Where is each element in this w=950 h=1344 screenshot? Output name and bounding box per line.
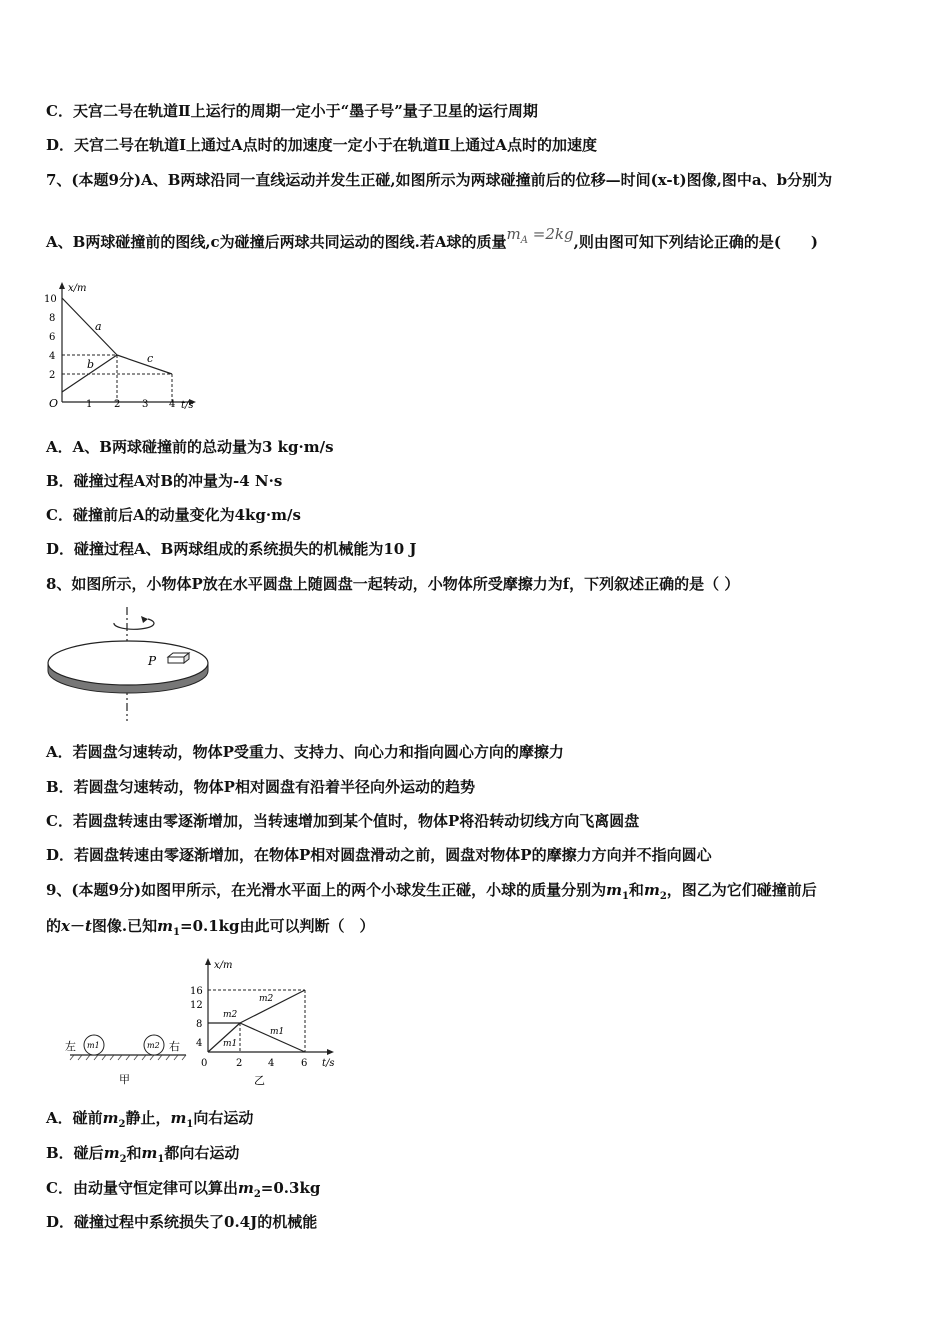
q9-figures	[60, 950, 360, 1090]
q8-stem: 8、如图所示，小物体P放在水平圆盘上随圆盘一起转动，小物体所受摩擦力为f，下列叙述正确的是（ ）	[46, 575, 740, 593]
q9-label-m1: m1	[223, 1039, 238, 1049]
q7-option-d: D．碰撞过程A、B两球组成的系统损失的机械能为10 J	[46, 540, 417, 558]
q9-ytick: 4	[196, 1038, 203, 1049]
q7-ylabel: x/m	[68, 283, 87, 294]
q7-xtick: 3	[142, 399, 149, 410]
q8-option-d: D．若圆盘转速由零逐渐增加，在物体P相对圆盘滑动之前，圆盘对物体P的摩擦力方向并不指向圆心	[46, 846, 712, 864]
q9-xtick: 4	[268, 1058, 275, 1069]
q7-xlabel: t/s	[181, 400, 194, 411]
q7-ytick: 10	[44, 294, 57, 305]
q9-xtick: 2	[236, 1058, 243, 1069]
q9-option-c: C．由动量守恒定律可以算出$m_2=0.3kg$	[46, 1179, 321, 1200]
q9-stem-line2: 的x－t图像.已知$m_1=0.1kg$由此可以判断（ ）	[46, 917, 375, 938]
q7-stem-line1: 7、(本题9分)A、B两球沿同一直线运动并发生正碰,如图所示为两球碰撞前后的位移—时间(x-t)图像,图中a、b分别为	[46, 171, 833, 189]
q7-option-c: C．碰撞前后A的动量变化为4kg·m/s	[46, 506, 301, 524]
q9-option-d: D．碰撞过程中系统损失了0.4J的机械能	[46, 1213, 318, 1231]
q6-option-c: C．天宫二号在轨道Ⅱ上运行的周期一定小于“墨子号”量子卫星的运行周期	[46, 102, 538, 120]
q7-label-c: c	[147, 352, 154, 365]
q9-ytick: 12	[190, 1000, 203, 1011]
q7-xtick: 4	[169, 399, 176, 410]
q7-stem-line2	[46, 225, 819, 259]
q7-ytick: 4	[49, 351, 56, 362]
q7-option-b: B．碰撞过程A对B的冲量为-4 N·s	[46, 472, 283, 490]
q6-option-d: D．天宫二号在轨道Ⅰ上通过A点时的加速度一定小于在轨道Ⅱ上通过A点时的加速度	[46, 136, 597, 154]
q9-xtick: 6	[301, 1058, 308, 1069]
q8-option-b: B．若圆盘匀速转动，物体P相对圆盘有沿着半径向外运动的趋势	[46, 778, 475, 796]
q9-stem-line1: 9、(本题9分)如图甲所示，在光滑水平面上的两个小球发生正碰，小球的质量分别为$m_1$和$m_2$，图乙为它们碰撞前后	[46, 881, 817, 902]
label-jia: 甲	[119, 1073, 130, 1086]
q7-line-a	[62, 298, 117, 355]
q7-label-b: b	[87, 358, 95, 371]
q9-option-b: B．碰后$m_2$和$m_1$都向右运动	[46, 1144, 240, 1165]
q7-xtick: 1	[86, 399, 93, 410]
q9-label-m2: m2	[223, 1010, 238, 1020]
rotation-arrow-icon	[114, 619, 154, 629]
ball-m1-label: m1	[87, 1041, 100, 1050]
q7-ytick: 2	[49, 370, 56, 381]
q8-disk-figure	[44, 605, 214, 723]
q7-option-a: A．A、B两球碰撞前的总动量为3 kg·m/s	[46, 438, 334, 456]
q7-ytick: 8	[49, 313, 56, 324]
q8-label-p: P	[148, 654, 157, 668]
q7-origin: O	[49, 397, 59, 410]
q9-option-a: A．碰前$m_2$静止，$m_1$向右运动	[46, 1109, 254, 1130]
q7-mass-formula: $m_A =2kg$	[506, 225, 574, 246]
q9-ytick: 8	[196, 1019, 203, 1030]
label-left: 左	[65, 1040, 76, 1053]
label-right: 右	[169, 1040, 180, 1053]
q7-label-a: a	[95, 320, 102, 333]
q9-label-m1-after: m1	[270, 1027, 285, 1037]
q7-xtick: 2	[114, 399, 121, 410]
q9-label-m2-after: m2	[259, 994, 274, 1004]
q8-option-c: C．若圆盘转速由零逐渐增加，当转速增加到某个值时，物体P将沿转动切线方向飞离圆盘	[46, 812, 640, 830]
q8-option-a: A．若圆盘匀速转动，物体P受重力、支持力、向心力和指向圆心方向的摩擦力	[46, 743, 564, 761]
q7-line-c	[117, 355, 172, 374]
q9-origin: 0	[201, 1058, 208, 1069]
q7-ytick: 6	[49, 332, 56, 343]
q9-ytick: 16	[190, 986, 203, 997]
q7-stem-line2b: ,则由图可知下列结论正确的是( )	[573, 233, 819, 251]
q9-ylabel: x/m	[214, 960, 233, 971]
ball-m2-label: m2	[147, 1041, 160, 1050]
q9-xlabel: t/s	[322, 1058, 335, 1069]
label-yi: 乙	[254, 1074, 265, 1087]
q7-xt-graph	[40, 280, 200, 415]
q7-stem-line2a: A、B两球碰撞前的图线,c为碰撞后两球共同运动的图线.若A球的质量	[46, 233, 507, 251]
